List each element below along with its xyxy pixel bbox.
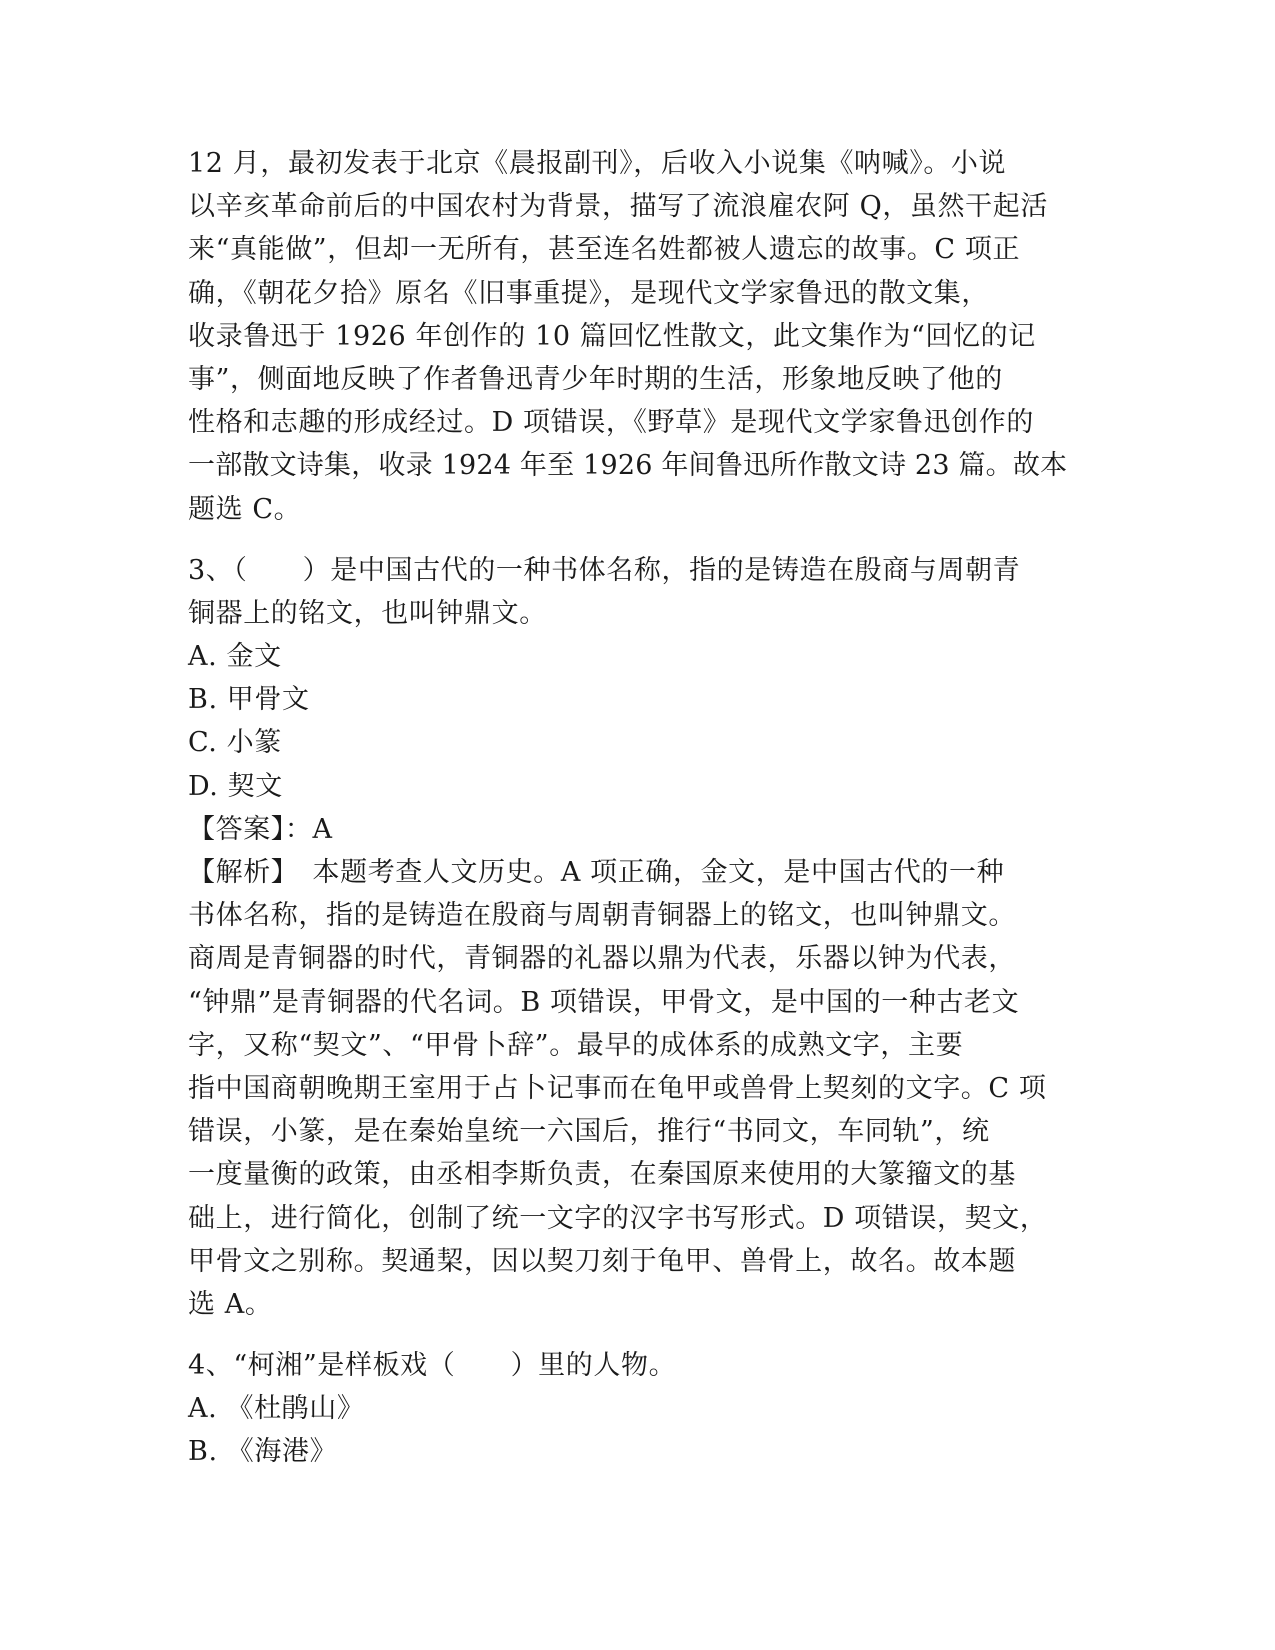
option-a: A. 《杜鹃山》 xyxy=(188,1393,365,1425)
text-line: 性格和志趣的形成经过。D 项错误，《野草》是现代文学家鲁迅创作的 xyxy=(188,407,1034,439)
analysis-line: 一度量衡的政策，由丞相李斯负责，在秦国原来使用的大篆籀文的基 xyxy=(188,1159,1016,1191)
analysis-line: 甲骨文之别称。契通栔，因以契刀刻于龟甲、兽骨上，故名。故本题 xyxy=(188,1245,1016,1277)
analysis-line: “钟鼎”是青铜器的代名词。B 项错误，甲骨文，是中国的一种古老文 xyxy=(188,986,1020,1018)
question-stem-line: 4、“柯湘”是样板戏（ ）里的人物。 xyxy=(188,1350,677,1382)
text-line: 来“真能做”，但却一无所有，甚至连名姓都被人遗忘的故事。C 项正 xyxy=(188,234,1021,266)
text-line: 确，《朝花夕拾》原名《旧事重提》，是现代文学家鲁迅的散文集， xyxy=(188,277,989,309)
analysis-line: 指中国商朝晚期王室用于占卜记事而在龟甲或兽骨上契刻的文字。C 项 xyxy=(188,1072,1047,1104)
text-line: 以辛亥革命前后的中国农村为背景，描写了流浪雇农阿 Q，虽然干起活 xyxy=(188,191,1048,223)
paragraph-gap xyxy=(188,1326,1078,1344)
question-stem-line: 铜器上的铭文，也叫钟鼎文。 xyxy=(188,597,547,629)
option-c: C. 小篆 xyxy=(188,727,282,759)
analysis-line: 【解析】 本题考查人文历史。A 项正确，金文，是中国古代的一种 xyxy=(188,857,1005,888)
text-line: 收录鲁迅于 1926 年创作的 10 篇回忆性散文，此文集作为“回忆的记 xyxy=(188,320,1036,352)
text-line: 一部散文诗集，收录 1924 年至 1926 年间鲁迅所作散文诗 23 篇。故本 xyxy=(188,450,1068,482)
answer-line: 【答案】：A xyxy=(188,813,333,845)
analysis-line: 错误，小篆，是在秦始皇统一六国后，推行“书同文，车同轨”，统 xyxy=(188,1116,990,1148)
question-4 xyxy=(188,1344,1078,1474)
option-d: D. 契文 xyxy=(188,770,283,802)
analysis-line: 础上，进行简化，创制了统一文字的汉字书写形式。D 项错误，契文， xyxy=(188,1202,1048,1234)
document-page xyxy=(188,142,1078,1474)
option-b: B. 《海港》 xyxy=(188,1436,338,1468)
question-3 xyxy=(188,549,1078,1326)
paragraph-gap xyxy=(188,531,1078,549)
previous-analysis-continuation xyxy=(188,142,1078,531)
question-stem-line: 3、（ ）是中国古代的一种书体名称，指的是铸造在殷商与周朝青 xyxy=(188,554,1021,586)
text-line: 事”，侧面地反映了作者鲁迅青少年时期的生活，形象地反映了他的 xyxy=(188,363,1003,395)
text-line: 题选 C。 xyxy=(188,493,302,525)
analysis-line: 字，又称“契文”、“甲骨卜辞”。最早的成体系的成熟文字，主要 xyxy=(188,1029,964,1061)
analysis-line: 书体名称，指的是铸造在殷商与周朝青铜器上的铭文，也叫钟鼎文。 xyxy=(188,900,1016,932)
option-a: A. 金文 xyxy=(188,641,282,673)
text-line: 12 月，最初发表于北京《晨报副刊》，后收入小说集《呐喊》。小说 xyxy=(188,148,1007,179)
option-b: B. 甲骨文 xyxy=(188,684,310,716)
analysis-line: 选 A。 xyxy=(188,1288,273,1320)
analysis-line: 商周是青铜器的时代，青铜器的礼器以鼎为代表，乐器以钟为代表， xyxy=(188,943,1016,975)
